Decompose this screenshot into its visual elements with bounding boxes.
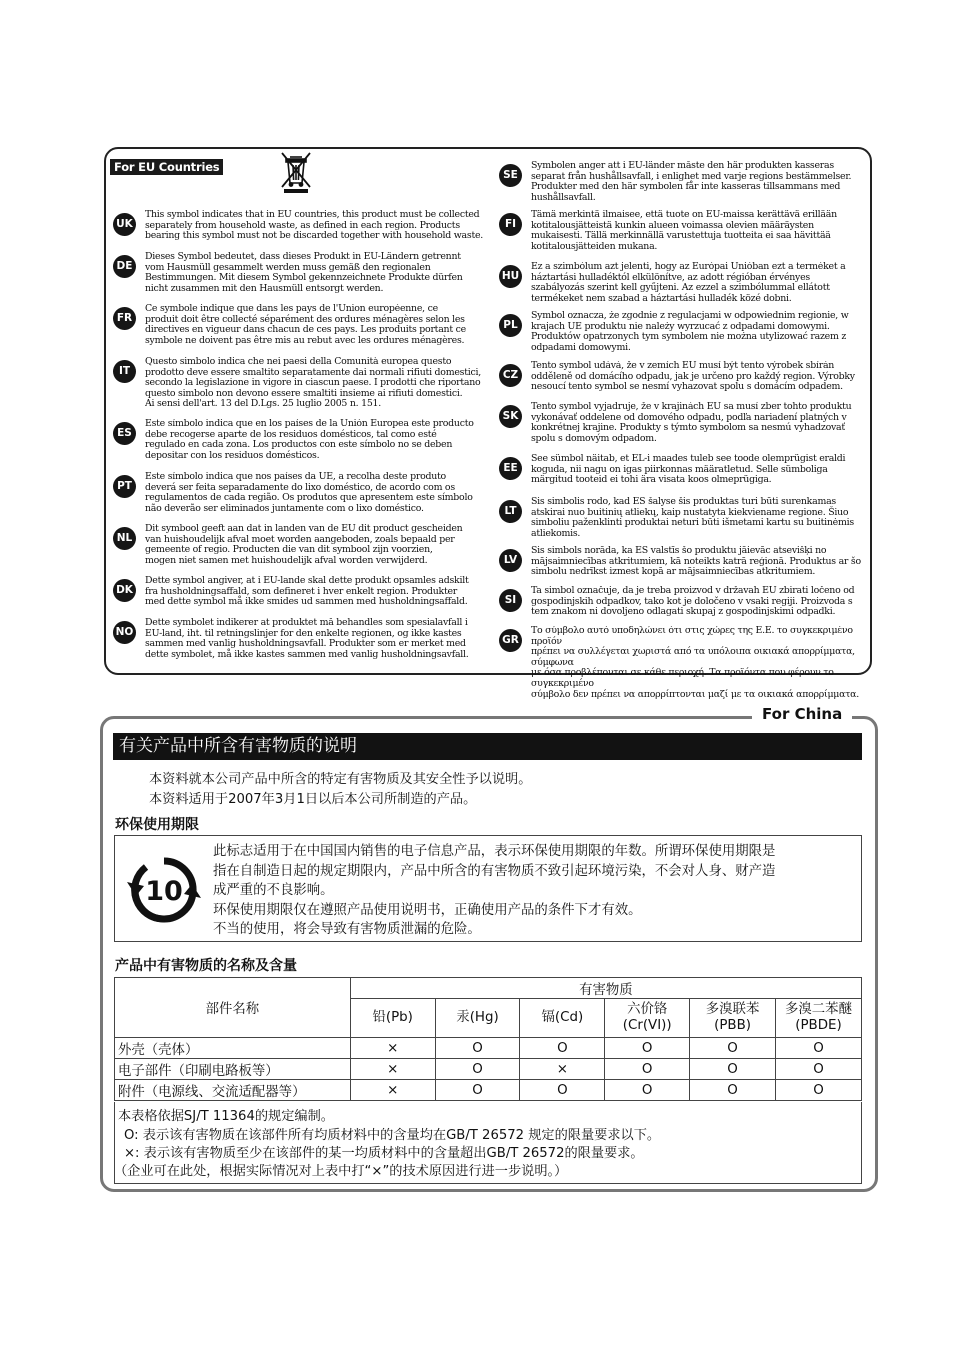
country-badge-uk: UK bbox=[113, 213, 136, 236]
country-badge-gr: GR bbox=[499, 629, 522, 652]
china-title-bar: 有关产品中所含有害物质的说明 bbox=[113, 733, 862, 760]
part-name-cell: 附件（电源线、交流适配器等） bbox=[115, 1080, 351, 1101]
substance-value-cell: × bbox=[350, 1080, 435, 1101]
table-row bbox=[115, 1059, 862, 1080]
epup-line: 环保使用期限仅在遵照产品使用说明书，正确使用产品的条件下才有效。 bbox=[213, 902, 642, 918]
for-china-label: For China bbox=[752, 705, 852, 723]
substance-value-cell: × bbox=[350, 1059, 435, 1080]
substance-symbol: (PBB) bbox=[714, 1018, 752, 1033]
substance-symbol: (PBDE) bbox=[795, 1018, 842, 1033]
notice-text-fr: Ce symbole indique que dans les pays de l'Union européenne, ce produit doit être collecté séparément des ordures ménagères selon les directives en vigueur dans chacun de ces pays. Les produits portant ce symbole ne doivent pas être mis au rebut avec les ordures ménagères. bbox=[145, 304, 466, 346]
epup-line: 指在自制造日起的规定期限内，产品中所含的有害物质不致引起环境污染，不会对人身、财产造 bbox=[213, 863, 776, 879]
country-badge-es: ES bbox=[113, 422, 136, 445]
epup-10-year-icon bbox=[126, 853, 202, 927]
note-company: （企业可在此处，根据实际情况对上表中打“×”的技术原因进行进一步说明。） bbox=[114, 1164, 568, 1179]
substance-value-cell: × bbox=[520, 1059, 605, 1080]
notice-text-dk: Dette symbol angiver, at i EU-lande skal dette produkt opsamles adskilt fra husholdningsaffald, som defineret i hver enkelt region. Produkter med dette symbol må ikke smides ud sammen med husholdningsaffald. bbox=[145, 576, 469, 608]
substance-value-cell: × bbox=[350, 1038, 435, 1059]
intro-line-2: 本资料适用于2007年3月1日以后本公司所制造的产品。 bbox=[149, 792, 477, 807]
country-badge-cz: CZ bbox=[499, 364, 522, 387]
notice-text-lv: Šis simbols norāda, ka ES valstīs šo produktu jāievāc atsevišķi no mājsaimniecības atkritumiem, kā noteikts katrā reģionā. Produktus ar šo simbolu nedrīkst izmest kopā ar mājsaimniecības atkritumiem. bbox=[531, 546, 861, 578]
substance-name: 铅(Pb) bbox=[372, 1010, 413, 1025]
table-row bbox=[115, 1080, 862, 1101]
notice-text-es: Este símbolo indica que en los países de la Unión Europea este producto debe recogerse aparte de los residuos domésticos, tal como esté regulado en cada zona. Los productos con este símbolo no se deben depositar con los residuos domésticos. bbox=[145, 419, 474, 461]
substance-header bbox=[350, 999, 435, 1038]
notice-text-gr: Το σύμβολο αυτό υποδηλώνει ότι στις χώρες της Ε.Ε. το συγκεκριμένο προϊόν πρέπει να συλλέγεται χωριστά από τα υπόλοιπα οικιακά απορρίμματα, σύμφωνα με όσα προβλέπονται σε κάθε περιοχή. Τα προϊόντα που φέρουν το συγκεκριμένο σύμβολο δεν πρέπει να απορρίπτονται μαζί με τα οικιακά απορρίμματα. bbox=[531, 626, 859, 700]
crossed-bin-icon bbox=[278, 151, 314, 193]
notice-text-no: Dette symbolet indikerer at produktet må behandles som spesialavfall i EU-land, iht. til retningslinjer for den enkelte regionen, og ikke kastes sammen med vanlig husholdningsavfall. Produkter som er merket med dette symbolet, må ikke kastes sammen med vanlig husholdningsavfall. bbox=[145, 618, 469, 660]
country-badge-se: SE bbox=[499, 164, 522, 187]
note-o-meaning: O: 表示该有害物质在该部件所有均质材料中的含量均在GB/T 26572 规定的限量要求以下。 bbox=[124, 1128, 661, 1143]
substance-header bbox=[605, 999, 690, 1038]
substance-name: 多溴联苯 bbox=[705, 1002, 760, 1017]
country-badge-ee: EE bbox=[499, 457, 522, 480]
substance-value-cell: O bbox=[776, 1059, 862, 1080]
substance-value-cell: O bbox=[520, 1080, 605, 1101]
substance-group-header: 有害物质 bbox=[350, 978, 861, 999]
epup-line: 成严重的不良影响。 bbox=[213, 883, 334, 898]
part-name-cell: 外壳（壳体） bbox=[115, 1038, 351, 1059]
substance-header bbox=[776, 999, 862, 1038]
notice-text-se: Symbolen anger att i EU-länder måste den här produkten kasseras separat från hushållsavfall, i enlighet med varje regions bestämmelser. Produkter med den här symbolen får inte kasseras tillsammans med hushållsavfall. bbox=[531, 161, 852, 203]
substance-symbol: (Cr(VI)) bbox=[622, 1018, 672, 1033]
substance-value-cell: O bbox=[605, 1059, 690, 1080]
substance-header bbox=[520, 999, 605, 1038]
substance-name: 六价铬 bbox=[627, 1002, 668, 1017]
country-badge-si: SI bbox=[499, 589, 522, 612]
epup-description bbox=[213, 842, 853, 940]
substance-value-cell: O bbox=[520, 1038, 605, 1059]
notice-text-de: Dieses Symbol bedeutet, dass dieses Produkt in EU-Ländern getrennt vom Hausmüll gesammelt werden muss gemäß den regionalen Bestimmungen. Mit diesem Symbol gekennzeichnete Produkte dürfen nicht zusammen mit den Hausmüll entsorgt werden. bbox=[145, 252, 463, 294]
part-name-cell: 电子部件（印刷电路板等） bbox=[115, 1059, 351, 1080]
notice-text-pt: Este símbolo indica que nos países da UE, a recolha deste produto deverá ser feita separadamente do lixo doméstico, de acordo com os regulamentos de cada região. Os produtos que apresentem este símbolo não deverão ser eliminados juntamente com o lixo doméstico. bbox=[145, 472, 473, 514]
hazardous-substances-table bbox=[114, 977, 862, 1101]
substance-name: 镉(Cd) bbox=[541, 1010, 584, 1025]
notice-text-nl: Dit symbool geeft aan dat in landen van de EU dit product gescheiden van huishoudelijk afval moet worden aangeboden, zoals bepaald per gemeente of regio. Producten die van dit symbool zijn voorzien, mogen niet samen met huishoudelijk afval worden verwijderd. bbox=[145, 524, 463, 566]
country-badge-de: DE bbox=[113, 255, 136, 278]
epup-heading: 环保使用期限 bbox=[115, 817, 199, 833]
substance-header bbox=[690, 999, 776, 1038]
notice-text-ee: See sümbol näitab, et EL-i maades tuleb see toode olemprügist eraldi koguda, nii nagu on igas piirkonnas määratletud. Selle sümboliga märgitud tooteid ei tohi ära visata koos olmeprügiga. bbox=[531, 454, 846, 486]
notice-text-uk: This symbol indicates that in EU countries, this product must be collected separately from household waste, as defined in each region. Products bearing this symbol must not be discarded together with household waste. bbox=[145, 210, 484, 242]
country-badge-it: IT bbox=[113, 360, 136, 383]
country-badge-hu: HU bbox=[499, 265, 522, 288]
epup-number: 10 bbox=[145, 876, 183, 907]
table-heading: 产品中有害物质的名称及含量 bbox=[115, 958, 297, 974]
substance-value-cell: O bbox=[690, 1038, 776, 1059]
substance-value-cell: O bbox=[690, 1080, 776, 1101]
notice-text-cz: Tento symbol udává, že v zemích EU musí být tento výrobek sbírán odděleně od domácího odpadu, jak je určeno pro každý region. Výrobky nesoucí tento symbol se nesmí vyhazovat spolu s domácím odpadem. bbox=[531, 361, 855, 393]
notice-text-lt: Šis simbolis rodo, kad ES šalyse šis produktas turi būti surenkamas atskirai nuo buitinių atliekų, kaip nustatyta kiekviename regione. Šiuo simboliu paženklinti produktai neturi būti išmetami kartu su buitinėmis atliekomis. bbox=[531, 497, 854, 539]
country-badge-fr: FR bbox=[113, 307, 136, 330]
country-badge-pl: PL bbox=[499, 314, 522, 337]
country-badge-sk: SK bbox=[499, 405, 522, 428]
country-badge-lv: LV bbox=[499, 549, 522, 572]
part-name-header: 部件名称 bbox=[115, 978, 351, 1038]
notice-text-si: Ta simbol označuje, da je treba proizvod v državah EU zbirati ločeno od gospodinjskih odpadkov, tako kot je določeno v vsaki regiji. Proizvoda s tem znakom ni dovoljeno odlagati skupaj z gospodinjskimi odpadki. bbox=[531, 586, 855, 618]
substance-value-cell: O bbox=[690, 1059, 776, 1080]
country-badge-pt: PT bbox=[113, 475, 136, 498]
notice-text-pl: Symbol oznacza, że zgodnie z regulacjami w odpowiednim regionie, w krajach UE produktu nie należy wyrzucać z odpadami domowymi. Produktów opatrzonych tym symbolem nie można utylizować razem z odpadami domowymi. bbox=[531, 311, 849, 353]
substance-name: 多溴二苯醚 bbox=[785, 1002, 852, 1017]
substance-header bbox=[435, 999, 520, 1038]
notice-text-fi: Tämä merkintä ilmaisee, että tuote on EU-maissa kerättävä erillään kotitalousjätteistä kunkin alueen voimassa olevien määräysten mukaisesti. Tällä merkinnällä varustettuja tuotteita ei saa hävittää kotitalousjätteiden mukana. bbox=[531, 210, 837, 252]
epup-line: 不当的使用，将会导致有害物质泄漏的危险。 bbox=[213, 922, 481, 937]
substance-value-cell: O bbox=[435, 1080, 520, 1101]
note-basis: 本表格依据SJ/T 11364的规定编制。 bbox=[118, 1109, 334, 1124]
substance-value-cell: O bbox=[776, 1080, 862, 1101]
country-badge-lt: LT bbox=[499, 500, 522, 523]
notice-text-hu: Ez a szimbólum azt jelenti, hogy az Európai Unióban ezt a terméket a háztartási hulladéktól elkülönítve, az adott régióban érvényes szabályozás szerint kell gyűjteni. Az ezzel a szimbólummal ellátott termékeket nem szabad a háztartási hulladék közé dobni. bbox=[531, 262, 846, 304]
country-badge-nl: NL bbox=[113, 527, 136, 550]
country-badge-fi: FI bbox=[499, 213, 522, 236]
table-row bbox=[115, 1038, 862, 1059]
notice-text-sk: Tento symbol vyjadruje, že v krajinách EÚ sa musí zber tohto produktu vykonávať oddelene od domového odpadu, podľa nariadení platných v konkrétnej krajine. Produkty s týmto symbolom sa nesmú vyhadzovať spolu s domovým odpadom. bbox=[531, 402, 852, 444]
country-badge-no: NO bbox=[113, 621, 136, 644]
eu-countries-label: For EU Countries bbox=[110, 159, 223, 175]
substance-value-cell: O bbox=[435, 1059, 520, 1080]
substance-value-cell: O bbox=[605, 1080, 690, 1101]
substance-value-cell: O bbox=[605, 1038, 690, 1059]
epup-line: 此标志适用于在中国国内销售的电子信息产品，表示环保使用期限的年数。所谓环保使用期限是 bbox=[213, 844, 776, 859]
substance-value-cell: O bbox=[435, 1038, 520, 1059]
country-badge-dk: DK bbox=[113, 579, 136, 602]
notice-text-it: Questo simbolo indica che nei paesi della Comunità europea questo prodotto deve essere smaltito separatamente dai normali rifiuti domestici, secondo la legislazione in vigore in ciascun paese. I prodotti che riportano questo simbolo non devono essere smaltiti insieme ai rifiuti domestici. Ai sensi dell'art. 13 del D.Lgs. 25 luglio 2005 n. 151. bbox=[145, 357, 481, 410]
substance-value-cell: O bbox=[776, 1038, 862, 1059]
substance-name: 汞(Hg) bbox=[456, 1010, 499, 1025]
intro-line-1: 本资料就本公司产品中所含的特定有害物质及其安全性予以说明。 bbox=[149, 772, 532, 787]
note-x-meaning: ×: 表示该有害物质至少在该部件的某一均质材料中的含量超出GB/T 26572的限量要求。 bbox=[124, 1146, 644, 1161]
